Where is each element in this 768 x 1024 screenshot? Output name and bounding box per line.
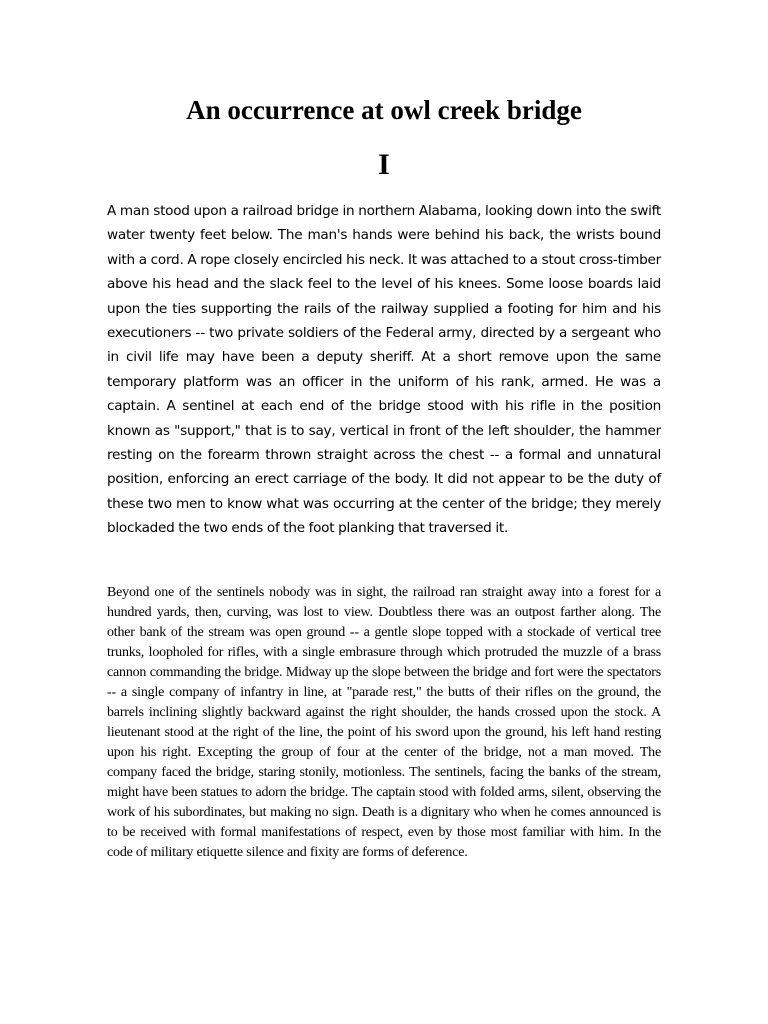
paragraph-1: A man stood upon a railroad bridge in northern Alabama, looking down into the swift water twenty feet below. The man's hands were behind his back, the wrists bound with a cord. A rope closely encircled his neck. It was attached to a stout cross-timber above his head and the slack feel to the level of his knees. Some loose boards laid upon the ties supporting the rails of the railway supplied a footing for him and his executioners -- two private soldiers of the Federal army, directed by a sergeant who in civil life may have been a deputy sheriff. At a short remove upon the same temporary platform was an officer in the uniform of his rank, armed. He was a captain. A sentinel at each end of the bridge stood with his rifle in the position known as "support," that is to say, vertical in front of the left shoulder, the hammer resting on the forearm thrown straight across the chest -- a formal and unnatural position, enforcing an erect carriage of the body. It did not appear to be the duty of these two men to know what was occurring at the center of the bridge; they merely blockaded the two ends of the foot planking that traversed it.	[107, 203, 661, 537]
document-title: An occurrence at owl creek bridge	[186, 95, 582, 125]
paragraph-2: Beyond one of the sentinels nobody was in sight, the railroad ran straight away into a forest for a hundred yards, then, curving, was lost to view. Doubtless there was an outpost farther along. The other bank of the stream was open ground -- a gentle slope topped with a stockade of vertical tree trunks, loopholed for rifles, with a single embrasure through which protruded the muzzle of a brass cannon commanding the bridge. Midway up the slope between the bridge and fort were the spectators -- a single company of infantry in line, at "parade rest," the butts of their rifles on the ground, the barrels inclining slightly backward against the right shoulder, the hands crossed upon the stock. A lieutenant stood at the right of the line, the point of his sword upon the ground, his left hand resting upon his right. Excepting the group of four at the center of the bridge, not a man moved. The company faced the bridge, staring stonily, motionless. The sentinels, facing the banks of the stream, might have been statues to adorn the bridge. The captain stood with folded arms, silent, observing the work of his subordinates, but making no sign. Death is a dignitary who when he comes announced is to be received with formal manifestations of respect, even by those most familiar with him. In the code of military etiquette silence and fixity are forms of deference.	[107, 585, 661, 860]
chapter-heading: I	[378, 148, 390, 181]
